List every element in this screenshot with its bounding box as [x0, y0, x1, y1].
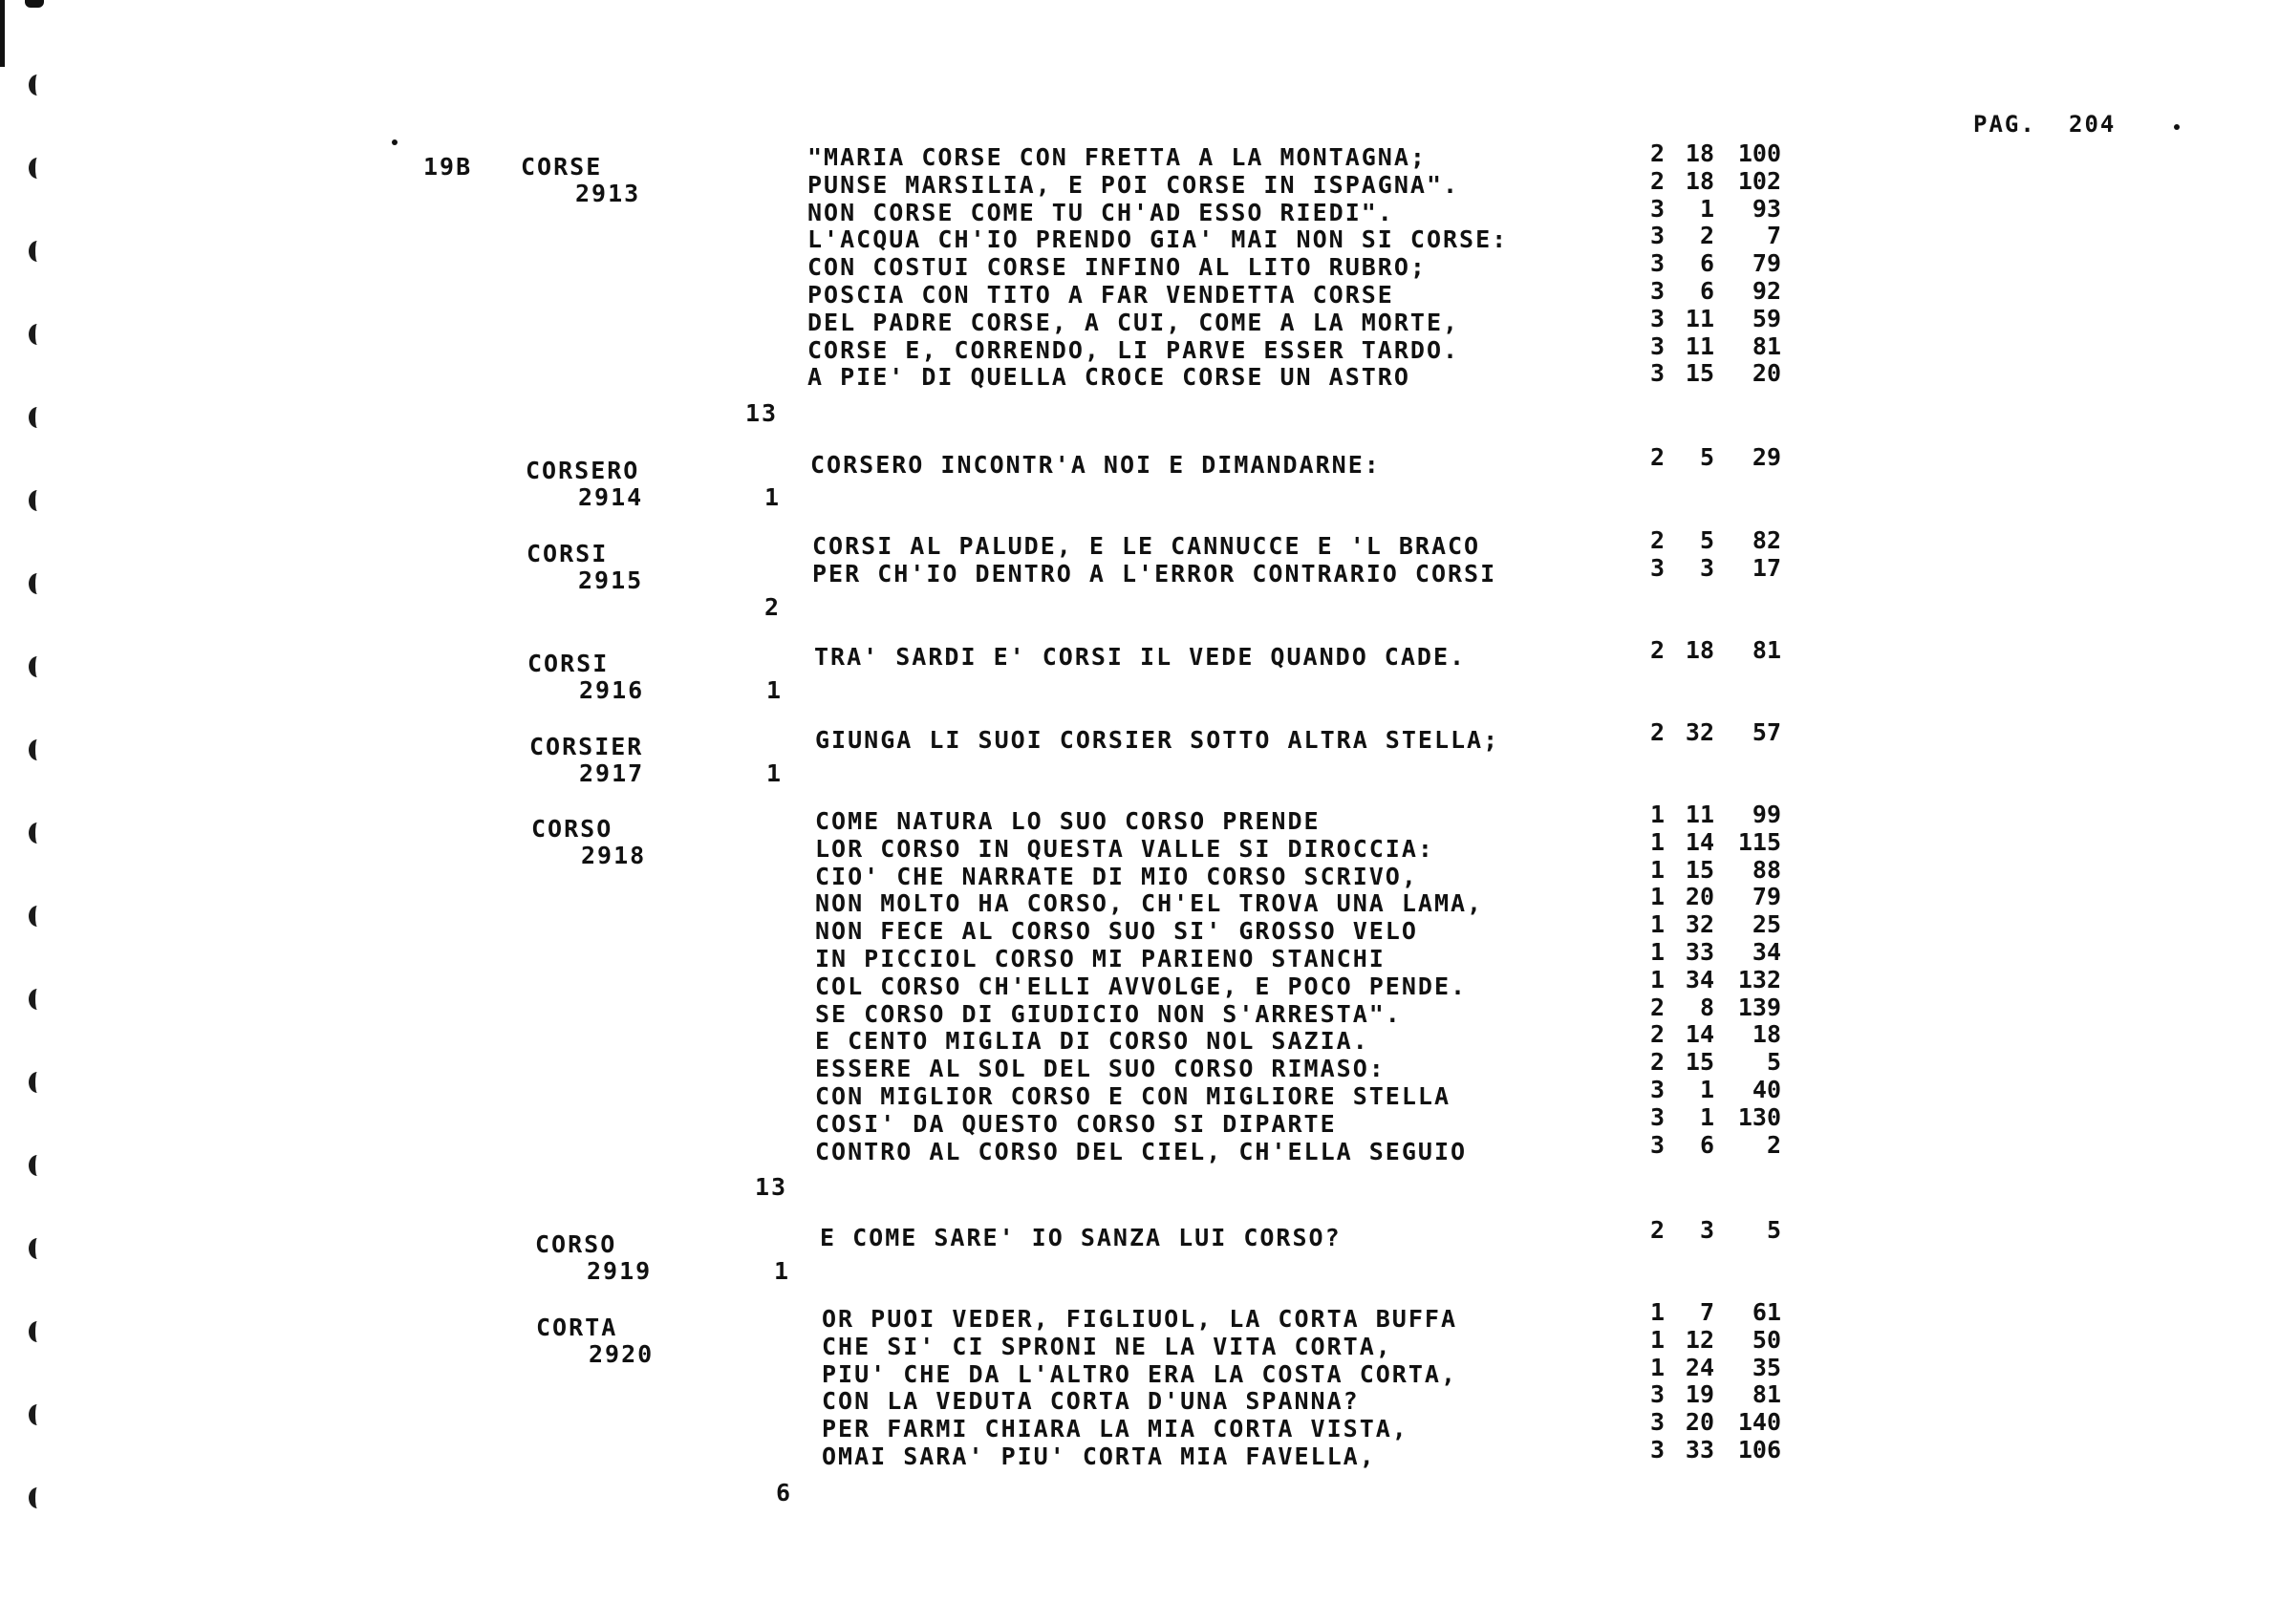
cantica-number: 2 [1649, 993, 1665, 1021]
verse-line: GIUNGA LI SUOI CORSIER SOTTO ALTRA STELLA; [815, 726, 1500, 754]
cantica-number: 2 [1649, 718, 1665, 746]
verse-number: 57 [1752, 718, 1781, 746]
punch-hole [29, 739, 46, 760]
verse-reference [1644, 277, 1781, 305]
punch-hole [29, 1155, 46, 1176]
verse-reference [1644, 1298, 1781, 1326]
verse-reference [1644, 222, 1781, 249]
punch-hole [29, 656, 46, 677]
entry-number: 2916 [579, 676, 645, 704]
verse-line: IN PICCIOL CORSO MI PARIENO STANCHI [815, 945, 1386, 972]
verse-number: 140 [1737, 1408, 1781, 1437]
verse-number: 29 [1752, 443, 1781, 471]
verse-line: ESSERE AL SOL DEL SUO CORSO RIMASO: [815, 1055, 1386, 1083]
headword: CORSI [527, 650, 610, 677]
punch-hole [29, 1321, 46, 1342]
verse-reference [1644, 883, 1781, 910]
verse-reference [1644, 167, 1781, 195]
verse-line: E CENTO MIGLIA DI CORSO NOL SAZIA. [815, 1027, 1369, 1056]
punch-hole [29, 490, 46, 511]
canto-number: 33 [1685, 1436, 1714, 1464]
verse-reference [1644, 526, 1781, 554]
verse-number: 100 [1737, 139, 1781, 167]
verse-number: 61 [1752, 1298, 1781, 1326]
verse-reference [1644, 305, 1781, 332]
verse-reference [1644, 1354, 1781, 1381]
verse-line: CONTRO AL CORSO DEL CIEL, CH'ELLA SEGUIO [815, 1137, 1468, 1165]
verse-number: 18 [1752, 1020, 1781, 1049]
verse-reference [1644, 1380, 1781, 1408]
canto-number: 18 [1685, 139, 1714, 167]
verse-reference [1644, 332, 1781, 360]
cantica-number: 3 [1649, 331, 1665, 360]
cantica-number: 2 [1649, 443, 1665, 471]
verse-line: POSCIA CON TITO A FAR VENDETTA CORSE [807, 281, 1394, 309]
headword: CORSE [521, 153, 603, 181]
cantica-number: 3 [1649, 222, 1665, 250]
cantica-number: 2 [1649, 1216, 1665, 1244]
cantica-number: 1 [1649, 1353, 1665, 1381]
verse-line: COL CORSO CH'ELLI AVVOLGE, E POCO PENDE. [815, 972, 1468, 1000]
cantica-number: 1 [1649, 910, 1665, 939]
cantica-number: 2 [1649, 526, 1665, 554]
canto-number: 18 [1685, 166, 1714, 195]
entry-number: 2920 [589, 1340, 655, 1368]
entry-number: 2918 [581, 842, 647, 869]
canto-number: 12 [1685, 1325, 1714, 1354]
headword: CORSERO [526, 457, 640, 484]
canto-number: 15 [1685, 359, 1714, 388]
entry-number: 2917 [579, 759, 645, 787]
canto-number: 15 [1685, 1048, 1714, 1077]
verse-number: 34 [1752, 938, 1781, 966]
verse-line: SE CORSO DI GIUDICIO NON S'ARRESTA". [815, 999, 1402, 1028]
verse-number: 81 [1752, 1380, 1781, 1409]
verse-number: 59 [1752, 304, 1781, 332]
verse-line: CON MIGLIOR CORSO E CON MIGLIORE STELLA [815, 1082, 1451, 1110]
canto-number: 7 [1699, 1298, 1714, 1326]
verse-reference [1644, 856, 1781, 884]
verse-number: 132 [1737, 965, 1781, 994]
verse-reference [1644, 1076, 1781, 1103]
verse-number: 81 [1752, 636, 1781, 664]
punch-hole [29, 1404, 46, 1425]
ink-dot [392, 139, 398, 145]
occurrence-count: 1 [774, 1257, 791, 1285]
verse-number: 35 [1752, 1353, 1781, 1381]
verse-line: NON MOLTO HA CORSO, CH'EL TROVA UNA LAMA, [815, 889, 1484, 918]
verse-line: OMAI SARA' PIU' CORTA MIA FAVELLA, [822, 1442, 1376, 1470]
verse-line: COSI' DA QUESTO CORSO SI DIPARTE [815, 1109, 1337, 1138]
verse-line: CON LA VEDUTA CORTA D'UNA SPANNA? [822, 1387, 1360, 1416]
verse-number: 93 [1752, 194, 1781, 223]
canto-number: 20 [1685, 883, 1714, 911]
canto-number: 18 [1685, 636, 1714, 664]
verse-reference [1644, 359, 1781, 387]
canto-number: 11 [1685, 801, 1714, 828]
verse-line: OR PUOI VEDER, FIGLIUOL, LA CORTA BUFFA [822, 1305, 1457, 1333]
canto-number: 14 [1685, 1020, 1714, 1049]
cantica-number: 3 [1649, 1130, 1665, 1159]
verse-reference [1644, 966, 1781, 994]
corner-dot [25, 0, 44, 8]
canto-number: 6 [1699, 249, 1714, 278]
cantica-number: 1 [1649, 827, 1665, 856]
verse-line: NON FECE AL CORSO SUO SI' GROSSO VELO [815, 917, 1418, 946]
canto-number: 11 [1685, 304, 1714, 332]
cantica-number: 3 [1649, 1076, 1665, 1103]
verse-reference [1644, 1326, 1781, 1354]
canto-number: 3 [1699, 1216, 1714, 1244]
entry-number: 2915 [578, 566, 644, 594]
page-label: PAG. [1973, 111, 2036, 138]
verse-number: 40 [1752, 1076, 1781, 1103]
entry-number: 2914 [578, 483, 644, 511]
verse-number: 130 [1737, 1102, 1781, 1131]
canto-number: 15 [1685, 855, 1714, 884]
verse-line: DEL PADRE CORSE, A CUI, COME A LA MORTE, [807, 308, 1460, 336]
verse-line: E COME SARE' IO SANZA LUI CORSO? [820, 1224, 1342, 1251]
canto-number: 1 [1699, 194, 1714, 223]
verse-line: "MARIA CORSE CON FRETTA A LA MONTAGNA; [807, 143, 1427, 171]
verse-line: PUNSE MARSILIA, E POI CORSE IN ISPAGNA". [807, 170, 1460, 199]
headword: CORSO [535, 1230, 617, 1258]
page-number: 204 [2069, 111, 2117, 138]
verse-number: 5 [1766, 1048, 1781, 1077]
verse-line: PIU' CHE DA L'ALTRO ERA LA COSTA CORTA, [822, 1359, 1457, 1388]
entry-number: 2913 [575, 180, 641, 207]
verse-number: 82 [1752, 526, 1781, 554]
corner-mark [0, 0, 5, 67]
canto-number: 3 [1699, 553, 1714, 582]
headword: CORSIER [529, 733, 644, 760]
punch-hole [29, 1072, 46, 1093]
verse-line: PER CH'IO DENTRO A L'ERROR CONTRARIO CORSI [812, 559, 1497, 588]
verse-number: 5 [1766, 1216, 1781, 1244]
occurrence-count: 1 [764, 483, 782, 511]
verse-number: 106 [1737, 1436, 1781, 1464]
occurrence-count: 13 [755, 1173, 788, 1201]
verse-number: 17 [1752, 553, 1781, 582]
canto-number: 33 [1685, 938, 1714, 966]
verse-reference [1644, 1103, 1781, 1131]
verse-number: 81 [1752, 331, 1781, 360]
cantica-number: 1 [1649, 801, 1665, 828]
verse-line: CHE SI' CI SPRONI NE LA VITA CORTA, [822, 1332, 1392, 1360]
verse-reference [1644, 994, 1781, 1021]
canto-number: 32 [1685, 718, 1714, 746]
cantica-number: 1 [1649, 1325, 1665, 1354]
verse-number: 7 [1766, 222, 1781, 250]
occurrence-count: 13 [745, 399, 779, 427]
occurrence-count: 2 [764, 593, 782, 621]
cantica-number: 1 [1649, 938, 1665, 966]
verse-reference [1644, 910, 1781, 938]
verse-number: 115 [1737, 827, 1781, 856]
verse-line: CORSI AL PALUDE, E LE CANNUCCE E 'L BRACO [812, 532, 1481, 560]
verse-line: LOR CORSO IN QUESTA VALLE SI DIROCCIA: [815, 834, 1434, 863]
cantica-number: 2 [1649, 166, 1665, 195]
cantica-number: 3 [1649, 553, 1665, 582]
verse-number: 25 [1752, 910, 1781, 939]
headword: CORSI [527, 540, 609, 567]
verse-line: TRA' SARDI E' CORSI IL VEDE QUANDO CADE. [814, 643, 1467, 671]
verse-number: 139 [1737, 993, 1781, 1021]
canto-number: 19 [1685, 1380, 1714, 1409]
cantica-number: 3 [1649, 304, 1665, 332]
cantica-number: 3 [1649, 249, 1665, 278]
verse-reference [1644, 1048, 1781, 1076]
verse-reference [1644, 1216, 1781, 1244]
punch-hole [29, 573, 46, 594]
punch-hole [29, 906, 46, 927]
verse-reference [1644, 718, 1781, 746]
verse-line: CORSERO INCONTR'A NOI E DIMANDARNE: [810, 451, 1381, 479]
occurrence-count: 1 [766, 676, 784, 704]
cantica-number: 2 [1649, 1048, 1665, 1077]
punch-hole [29, 158, 46, 179]
verse-reference [1644, 938, 1781, 966]
occurrence-count: 6 [776, 1479, 793, 1506]
cantica-number: 3 [1649, 194, 1665, 223]
verse-reference [1644, 636, 1781, 664]
cantica-number: 2 [1649, 636, 1665, 664]
verse-number: 20 [1752, 359, 1781, 388]
cantica-number: 3 [1649, 1408, 1665, 1437]
verse-number: 88 [1752, 855, 1781, 884]
occurrence-count: 1 [766, 759, 784, 787]
canto-number: 20 [1685, 1408, 1714, 1437]
verse-line: L'ACQUA CH'IO PRENDO GIA' MAI NON SI CORSE: [807, 225, 1509, 254]
verse-line: CON COSTUI CORSE INFINO AL LITO RUBRO; [807, 253, 1427, 282]
punch-hole [29, 1487, 46, 1508]
verse-line: CIO' CHE NARRATE DI MIO CORSO SCRIVO, [815, 862, 1418, 890]
verse-reference [1644, 1408, 1781, 1436]
canto-number: 2 [1699, 222, 1714, 250]
verse-reference [1644, 801, 1781, 828]
canto-number: 14 [1685, 827, 1714, 856]
cantica-number: 1 [1649, 883, 1665, 911]
verse-reference [1644, 139, 1781, 167]
cantica-number: 2 [1649, 1020, 1665, 1049]
punch-hole [29, 241, 46, 262]
verse-reference [1644, 1436, 1781, 1464]
verse-line: CORSE E, CORRENDO, LI PARVE ESSER TARDO. [807, 335, 1460, 364]
verse-line: COME NATURA LO SUO CORSO PRENDE [815, 807, 1321, 835]
canto-number: 6 [1699, 277, 1714, 305]
cantica-number: 1 [1649, 1298, 1665, 1326]
canto-number: 5 [1699, 526, 1714, 554]
cantica-number: 1 [1649, 855, 1665, 884]
punched-hole-margin [0, 0, 86, 1624]
cantica-number: 3 [1649, 359, 1665, 388]
headword: CORTA [536, 1314, 618, 1341]
ink-dot [2174, 124, 2180, 130]
verse-number: 50 [1752, 1325, 1781, 1354]
canto-number: 24 [1685, 1353, 1714, 1381]
punch-hole [29, 407, 46, 428]
verse-number: 92 [1752, 277, 1781, 305]
canto-number: 1 [1699, 1102, 1714, 1131]
verse-number: 79 [1752, 249, 1781, 278]
canto-number: 6 [1699, 1130, 1714, 1159]
canto-number: 32 [1685, 910, 1714, 939]
verse-line: NON CORSE COME TU CH'AD ESSO RIEDI". [807, 198, 1394, 226]
cantica-number: 1 [1649, 965, 1665, 994]
section-code: 19B [423, 153, 473, 181]
verse-reference [1644, 1020, 1781, 1048]
cantica-number: 3 [1649, 1380, 1665, 1409]
verse-number: 79 [1752, 883, 1781, 911]
verse-reference [1644, 1131, 1781, 1159]
headword: CORSO [531, 815, 613, 843]
cantica-number: 3 [1649, 1436, 1665, 1464]
verse-line: PER FARMI CHIARA LA MIA CORTA VISTA, [822, 1415, 1408, 1443]
verse-number: 102 [1737, 166, 1781, 195]
punch-hole [29, 324, 46, 345]
verse-reference [1644, 249, 1781, 277]
verse-number: 99 [1752, 801, 1781, 828]
verse-reference [1644, 195, 1781, 223]
punch-hole [29, 1238, 46, 1259]
verse-number: 2 [1766, 1130, 1781, 1159]
verse-reference [1644, 443, 1781, 471]
punch-hole [29, 823, 46, 844]
cantica-number: 3 [1649, 277, 1665, 305]
canto-number: 8 [1699, 993, 1714, 1021]
canto-number: 11 [1685, 331, 1714, 360]
punch-hole [29, 75, 46, 96]
cantica-number: 3 [1649, 1102, 1665, 1131]
verse-reference [1644, 828, 1781, 856]
canto-number: 1 [1699, 1076, 1714, 1103]
verse-reference [1644, 554, 1781, 582]
entry-number: 2919 [587, 1257, 653, 1285]
canto-number: 5 [1699, 443, 1714, 471]
cantica-number: 2 [1649, 139, 1665, 167]
punch-hole [29, 989, 46, 1010]
verse-line: A PIE' DI QUELLA CROCE CORSE UN ASTRO [807, 363, 1410, 392]
canto-number: 34 [1685, 965, 1714, 994]
